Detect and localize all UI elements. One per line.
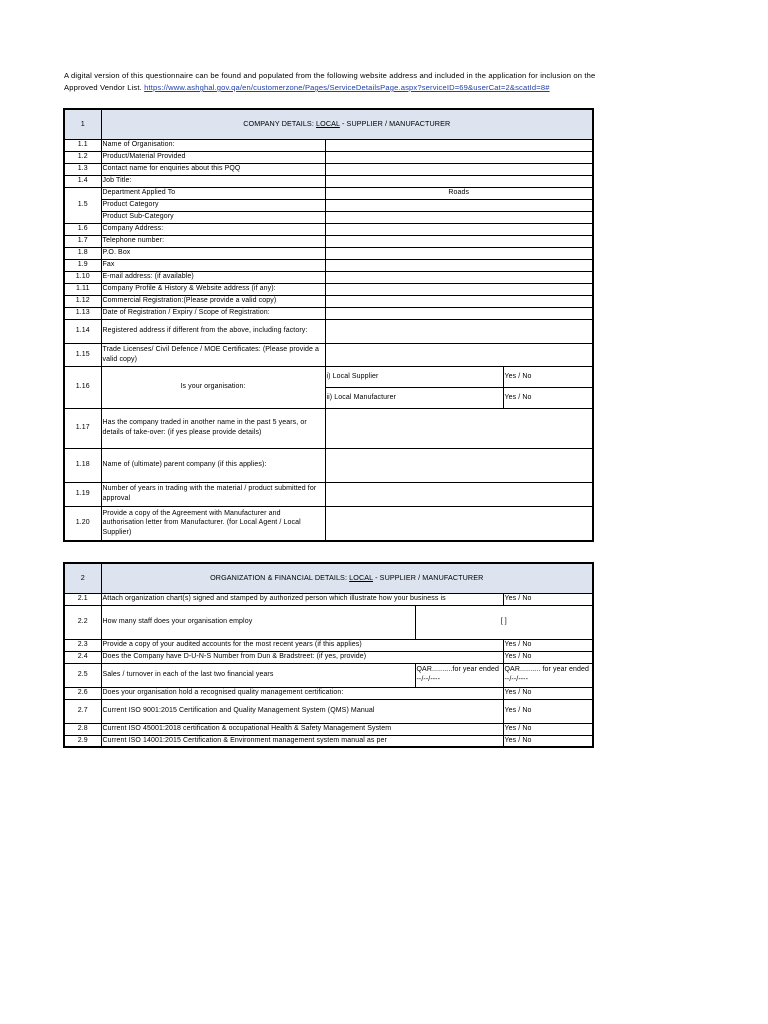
row-number: 1.4 xyxy=(64,175,101,187)
row-number: 1.11 xyxy=(64,283,101,295)
row-number: 2.5 xyxy=(64,663,101,687)
yes-no-local-manufacturer[interactable]: Yes / No xyxy=(503,387,593,408)
row-label: Fax xyxy=(101,259,325,271)
row-label: Has the company traded in another name in the past 5 years, or details of take-over: (if yes please provide details) xyxy=(101,408,325,448)
vendor-list-link[interactable]: https://www.ashghal.gov.qa/en/customerzone/Pages/ServiceDetailsPage.aspx?serviceID=69&userCat=2&scatId=8# xyxy=(144,83,550,92)
yes-no-iso-45001[interactable]: Yes / No xyxy=(503,723,593,735)
row-number: 1.19 xyxy=(64,482,101,506)
row-number: 2.8 xyxy=(64,723,101,735)
row-number: 1.12 xyxy=(64,295,101,307)
yes-no-local-supplier[interactable]: Yes / No xyxy=(503,366,593,387)
company-details-table xyxy=(63,108,594,542)
section-2-number: 2 xyxy=(64,563,101,593)
row-label: Commercial Registration:(Please provide a valid copy) xyxy=(101,295,325,307)
row-number: 1.14 xyxy=(64,319,101,343)
answer-field-contact-name[interactable] xyxy=(325,163,593,175)
row-label: Name of (ultimate) parent company (if this applies): xyxy=(101,448,325,482)
section-2-title xyxy=(101,563,593,593)
row-label: How many staff does your organisation employ xyxy=(101,605,415,639)
answer-field-registered-address[interactable] xyxy=(325,319,593,343)
row-label: Company Profile & History & Website address (if any): xyxy=(101,283,325,295)
yes-no-quality-certification[interactable]: Yes / No xyxy=(503,687,593,699)
section-2-title-prefix: ORGANIZATION & FINANCIAL DETAILS: xyxy=(210,573,348,583)
answer-field-email[interactable] xyxy=(325,271,593,283)
row-label: Registered address if different from the above, including factory: xyxy=(101,319,325,343)
row-label: Number of years in trading with the material / product submitted for approval xyxy=(101,482,325,506)
answer-field-telephone[interactable] xyxy=(325,235,593,247)
row-number: 1.16 xyxy=(64,366,101,408)
row-label: Product Sub-Category xyxy=(101,211,325,223)
section-1-title-local: LOCAL xyxy=(316,119,340,129)
intro-text: A digital version of this questionnaire can be found and populated from the following website address and included in the application for inclusion on the Approved Vendor List. xyxy=(64,71,596,92)
row-label: Name of Organisation: xyxy=(101,139,325,151)
section-1-title xyxy=(101,109,593,139)
row-label: Department Applied To xyxy=(101,187,325,199)
row-number: 1.9 xyxy=(64,259,101,271)
row-label: Provide a copy of your audited accounts for the most recent years (if this applies) xyxy=(101,639,503,651)
row-number: 2.2 xyxy=(64,605,101,639)
row-number: 2.6 xyxy=(64,687,101,699)
financial-details-table xyxy=(63,562,594,748)
row-number: 1.10 xyxy=(64,271,101,283)
answer-field-fax[interactable] xyxy=(325,259,593,271)
yes-no-iso-9001[interactable]: Yes / No xyxy=(503,699,593,723)
row-label: P.O. Box xyxy=(101,247,325,259)
yes-no-duns-number[interactable]: Yes / No xyxy=(503,651,593,663)
row-number: 1.7 xyxy=(64,235,101,247)
option-local-manufacturer: ii) Local Manufacturer xyxy=(325,387,503,408)
row-number: 2.1 xyxy=(64,593,101,605)
row-number: 1.15 xyxy=(64,343,101,366)
row-label: Sales / turnover in each of the last two financial years xyxy=(101,663,415,687)
answer-field-product-sub-category[interactable] xyxy=(325,211,593,223)
row-label: Does your organisation hold a recognised quality management certification: xyxy=(101,687,503,699)
answer-field-job-title[interactable] xyxy=(325,175,593,187)
row-label: Does the Company have D-U-N-S Number from Dun & Bradstreet: (if yes, provide) xyxy=(101,651,503,663)
intro-paragraph xyxy=(64,70,624,94)
row-label: E-mail address: (if available) xyxy=(101,271,325,283)
answer-field-commercial-registration[interactable] xyxy=(325,295,593,307)
row-label: Current ISO 9001:2015 Certification and Quality Management System (QMS) Manual xyxy=(101,699,503,723)
row-label: Product Category xyxy=(101,199,325,211)
row-number: 2.9 xyxy=(64,735,101,747)
row-number: 1.5 xyxy=(64,187,101,223)
option-local-supplier: i) Local Supplier xyxy=(325,366,503,387)
row-label: Attach organization chart(s) signed and stamped by authorized person which illustrate how your business is xyxy=(101,593,503,605)
answer-field-years-trading[interactable] xyxy=(325,482,593,506)
yes-no-audited-accounts[interactable]: Yes / No xyxy=(503,639,593,651)
row-number: 1.1 xyxy=(64,139,101,151)
answer-field-parent-company[interactable] xyxy=(325,448,593,482)
answer-field-product[interactable] xyxy=(325,151,593,163)
answer-field-organisation-name[interactable] xyxy=(325,139,593,151)
row-label: Is your organisation: xyxy=(101,366,325,408)
row-label: Product/Material Provided xyxy=(101,151,325,163)
row-number: 1.13 xyxy=(64,307,101,319)
section-2-title-local: LOCAL xyxy=(349,573,373,583)
answer-field-product-category[interactable] xyxy=(325,199,593,211)
answer-field-po-box[interactable] xyxy=(325,247,593,259)
yes-no-iso-14001[interactable]: Yes / No xyxy=(503,735,593,747)
staff-count-field[interactable]: [ ] xyxy=(415,605,593,639)
row-number: 1.20 xyxy=(64,506,101,541)
row-label: Provide a copy of the Agreement with Manufacturer and authorisation letter from Manufacturer. (for Local Agent / Local Supplier) xyxy=(101,506,325,541)
row-number: 1.8 xyxy=(64,247,101,259)
row-label: Job Title: xyxy=(101,175,325,187)
turnover-year-1-field[interactable]: QAR..........for year ended --/--/---- xyxy=(415,663,503,687)
department-value[interactable]: Roads xyxy=(325,187,593,199)
row-label: Date of Registration / Expiry / Scope of Registration: xyxy=(101,307,325,319)
row-number: 1.18 xyxy=(64,448,101,482)
answer-field-agreement-copy[interactable] xyxy=(325,506,593,541)
row-label: Trade Licenses/ Civil Defence / MOE Certificates: (Please provide a valid copy) xyxy=(101,343,325,366)
row-label: Current ISO 14001:2015 Certification & Environment management system manual as per xyxy=(101,735,503,747)
row-label: Company Address: xyxy=(101,223,325,235)
row-number: 1.17 xyxy=(64,408,101,448)
answer-field-company-profile[interactable] xyxy=(325,283,593,295)
row-number: 2.3 xyxy=(64,639,101,651)
row-label: Current ISO 45001:2018 certification & occupational Health & Safety Management System xyxy=(101,723,503,735)
answer-field-address[interactable] xyxy=(325,223,593,235)
row-number: 2.4 xyxy=(64,651,101,663)
row-label: Contact name for enquiries about this PQQ xyxy=(101,163,325,175)
section-1-number: 1 xyxy=(64,109,101,139)
row-number: 1.3 xyxy=(64,163,101,175)
turnover-year-2-field[interactable]: QAR.......... for year ended --/--/---- xyxy=(503,663,593,687)
row-number: 1.2 xyxy=(64,151,101,163)
answer-field-previous-names[interactable] xyxy=(325,408,593,448)
section-1-title-suffix: - SUPPLIER / MANUFACTURER xyxy=(341,119,451,129)
section-2-title-suffix: - SUPPLIER / MANUFACTURER xyxy=(375,573,484,583)
answer-field-trade-licenses[interactable] xyxy=(325,343,593,366)
answer-field-registration-date[interactable] xyxy=(325,307,593,319)
row-label: Telephone number: xyxy=(101,235,325,247)
section-1-title-prefix: COMPANY DETAILS: xyxy=(243,119,314,129)
yes-no-org-chart[interactable]: Yes / No xyxy=(503,593,593,605)
row-number: 2.7 xyxy=(64,699,101,723)
row-number: 1.6 xyxy=(64,223,101,235)
